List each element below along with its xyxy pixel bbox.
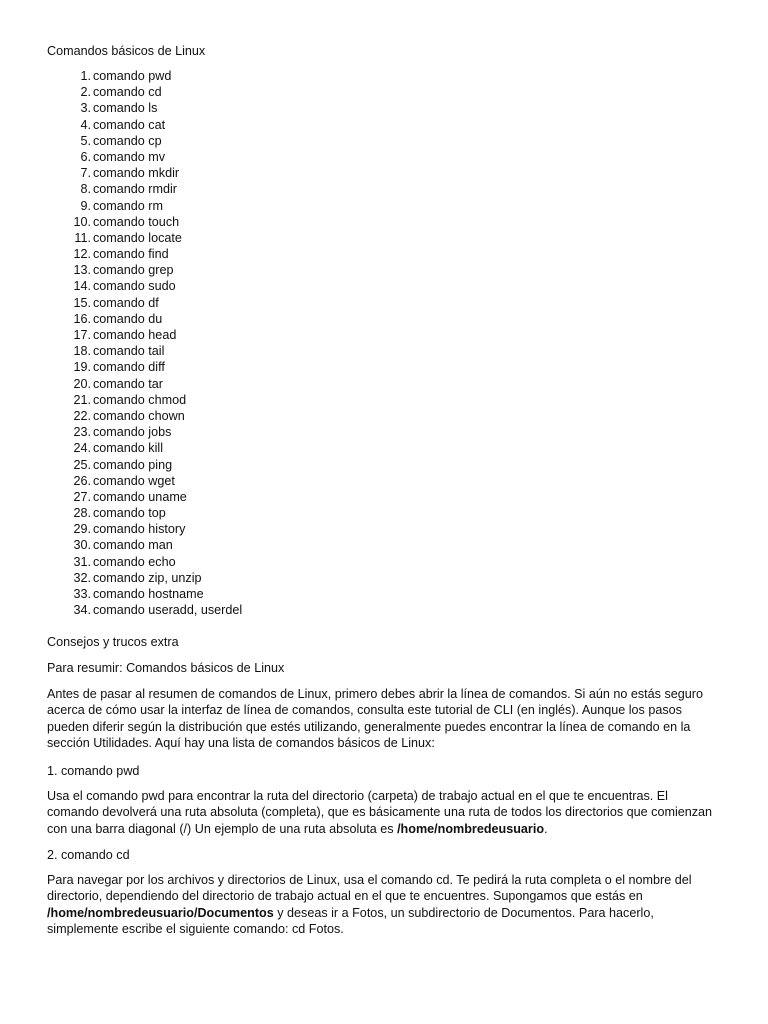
list-item-number: 15. [73, 295, 91, 310]
list-item-text: comando rm [93, 198, 163, 213]
list-item [47, 521, 242, 537]
list-item-text: comando kill [93, 441, 163, 456]
list-item-text: comando du [93, 311, 163, 326]
section2-text-b: y deseas ir a Fotos, un subdirectorio de Documentos. Para hacerlo, simplemente escribe el siguiente comando: cd Fotos. [47, 905, 654, 937]
list-item-number: 7. [80, 166, 91, 181]
list-item [47, 295, 242, 311]
list-item-number: 21. [73, 392, 91, 407]
list-item [47, 133, 242, 149]
list-item [47, 68, 242, 84]
list-item-number: 28. [73, 506, 91, 521]
list-item-text: comando chmod [93, 392, 187, 407]
list-item [47, 246, 242, 262]
list-item-number: 19. [73, 360, 91, 375]
list-item [47, 262, 242, 278]
list-item-number: 26. [73, 473, 91, 488]
list-item [47, 570, 242, 586]
list-item-number: 34. [73, 603, 91, 618]
list-item-number: 32. [73, 570, 91, 585]
list-item-number: 25. [73, 457, 91, 472]
section2-heading: 2. comando cd [47, 848, 130, 862]
list-item-number: 11. [74, 230, 91, 245]
list-item-text: comando cp [93, 133, 162, 148]
list-item [47, 537, 242, 553]
list-item [47, 117, 242, 133]
list-item-number: 12. [73, 247, 91, 262]
list-item-text: comando diff [93, 360, 165, 375]
list-item-text: comando df [93, 295, 159, 310]
list-item-number: 23. [73, 425, 91, 440]
list-item [47, 359, 242, 375]
list-item [47, 489, 242, 505]
list-item-number: 30. [73, 538, 91, 553]
list-item [47, 457, 242, 473]
list-item [47, 278, 242, 294]
section2-bold-path: /home/nombredeusuario/Documentos [47, 905, 274, 920]
document-title: Comandos básicos de Linux [47, 44, 206, 58]
list-item-number: 27. [73, 489, 91, 504]
intro-paragraph: Antes de pasar al resumen de comandos de Linux, primero debes abrir la línea de comandos. Si aún no estás seguro acerca de cómo usar la interfaz de línea de comandos, consulta este tutorial de CLI (en inglés). Aunque los pasos pueden diferir según la distribución que estés utilizando, generalmente puedes encontrar la línea de comando en la sección Utilidades. Aquí hay una lista de comandos básicos de Linux: [47, 687, 703, 751]
list-item-number: 1. [80, 69, 91, 83]
list-item-number: 17. [73, 328, 91, 342]
list-item-text: comando echo [93, 554, 176, 569]
list-item [47, 424, 242, 440]
list-item [47, 84, 242, 100]
list-item [47, 554, 242, 570]
section1-bold-path: /home/nombredeusuario [397, 821, 545, 836]
list-item-number: 18. [73, 344, 91, 359]
section1-text: Usa el comando pwd para encontrar la ruta del directorio (carpeta) de trabajo actual en el que te encuentras. El comando devolverá una ruta absoluta (completa), que es básicamente una ruta de todos los directorios que comienzan con una barra diagonal (/) Un ejemplo de una ruta absoluta es [47, 789, 713, 836]
list-item-text: comando top [93, 506, 166, 521]
list-item-text: comando cd [93, 85, 162, 100]
list-item [47, 149, 242, 165]
commands-list [47, 68, 242, 618]
list-item-text: comando pwd [93, 69, 172, 83]
list-item-number: 16. [73, 311, 91, 326]
list-item-number: 20. [73, 376, 91, 391]
list-item [47, 230, 242, 246]
list-item-text: comando uname [93, 489, 187, 504]
list-item-number: 33. [73, 587, 91, 601]
list-item-number: 9. [80, 198, 91, 213]
list-item-text: comando locate [93, 230, 182, 245]
list-item-text: comando tail [93, 344, 165, 359]
list-item-text: comando grep [93, 263, 174, 278]
list-item [47, 408, 242, 424]
section2-text-a: Para navegar por los archivos y directorios de Linux, usa el comando cd. Te pedirá la ruta completa o el nombre del directorio, dependiendo del directorio de trabajo actual en el que te encuentres. Supongamos que estás en [47, 873, 692, 904]
list-item-text: comando rmdir [93, 182, 177, 197]
list-item [47, 376, 242, 392]
list-item [47, 181, 242, 197]
list-item-number: 22. [73, 408, 91, 423]
list-item [47, 505, 242, 521]
list-item-number: 8. [80, 182, 91, 197]
list-item-number: 3. [80, 101, 91, 116]
section1-end: . [544, 821, 548, 836]
list-item [47, 586, 242, 602]
list-item-number: 14. [73, 279, 91, 294]
list-item-text: comando chown [93, 408, 185, 423]
list-item-number: 4. [80, 117, 91, 132]
list-item-number: 10. [73, 214, 91, 229]
list-item-text: comando man [93, 538, 173, 553]
list-item-text: comando touch [93, 214, 180, 229]
list-item-text: comando ls [93, 101, 158, 116]
list-item-text: comando hostname [93, 587, 204, 601]
list-item-text: comando head [93, 328, 177, 342]
section2-paragraph [47, 872, 722, 938]
list-item [47, 214, 242, 230]
list-item-text: comando cat [93, 117, 166, 132]
list-item-text: comando jobs [93, 425, 172, 440]
list-item-number: 5. [80, 133, 91, 148]
section1-heading: 1. comando pwd [47, 764, 140, 778]
list-item [47, 440, 242, 456]
list-item-number: 31. [73, 554, 91, 569]
list-item [47, 100, 242, 116]
list-item-number: 24. [73, 441, 91, 456]
list-item-text: comando wget [93, 473, 175, 488]
list-item [47, 198, 242, 214]
summary-heading: Para resumir: Comandos básicos de Linux [47, 661, 285, 675]
list-item-text: comando tar [93, 376, 164, 391]
list-item [47, 473, 242, 489]
list-item-text: comando useradd, userdel [93, 603, 243, 618]
list-item-number: 6. [80, 149, 91, 164]
list-item [47, 165, 242, 181]
list-item-text: comando history [93, 522, 186, 537]
list-item-number: 29. [73, 522, 91, 537]
list-item-number: 13. [73, 263, 91, 278]
list-item [47, 327, 242, 343]
list-item-text: comando sudo [93, 279, 176, 294]
list-item-text: comando find [93, 247, 169, 262]
tips-heading: Consejos y trucos extra [47, 635, 179, 649]
section1-paragraph [47, 788, 722, 837]
list-item [47, 311, 242, 327]
list-item-text: comando mv [93, 149, 166, 164]
list-item-number: 2. [80, 85, 91, 100]
list-item [47, 392, 242, 408]
list-item-text: comando mkdir [93, 166, 180, 181]
list-item [47, 602, 242, 618]
list-item-text: comando zip, unzip [93, 570, 202, 585]
list-item [47, 343, 242, 359]
list-item-text: comando ping [93, 457, 173, 472]
